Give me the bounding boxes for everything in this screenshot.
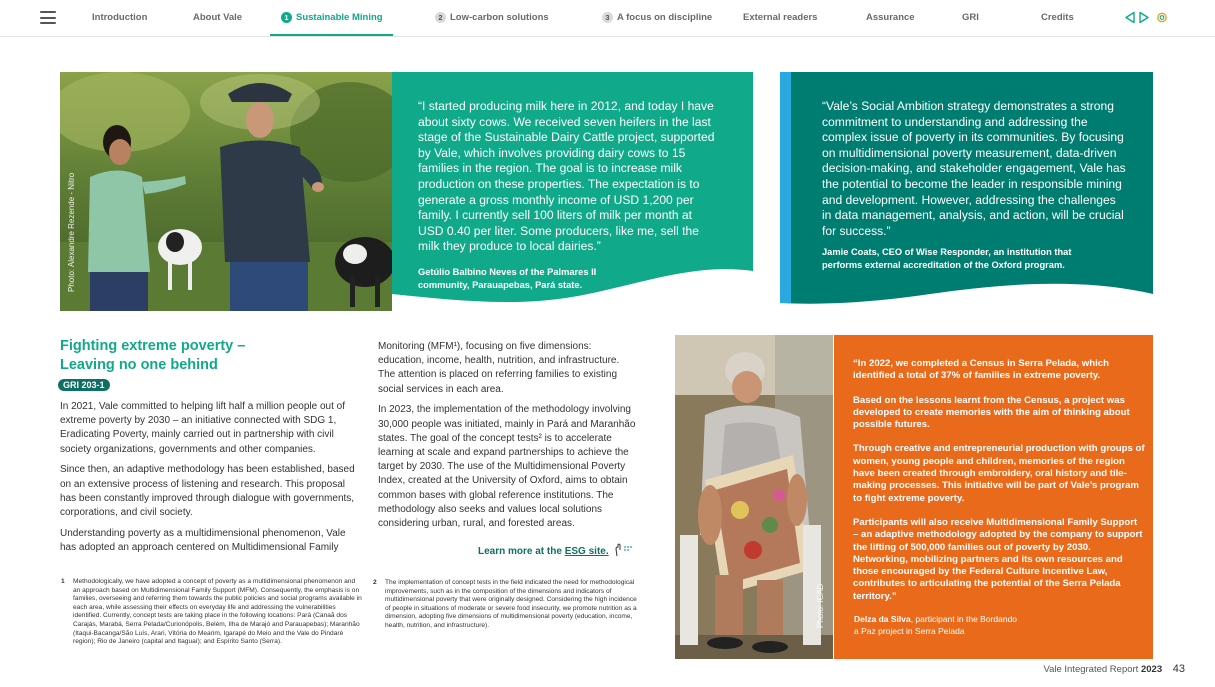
photo2-credit: Photo: ICAD bbox=[816, 583, 825, 628]
photo1-credit: Photo: Alexandre Rezende - Nitro bbox=[67, 172, 76, 292]
active-tab-indicator bbox=[270, 34, 393, 36]
nav-tab-label: Credits bbox=[1041, 12, 1074, 23]
nav-tab-external-readers[interactable] bbox=[743, 12, 817, 23]
footnote-2 bbox=[373, 579, 640, 631]
nav-tab-label: GRI bbox=[962, 12, 979, 23]
text-column-1 bbox=[60, 400, 360, 562]
learn-more-prefix: Learn more at the bbox=[478, 546, 565, 557]
nav-tab-number: 2 bbox=[435, 12, 446, 23]
previous-page-icon[interactable] bbox=[1124, 11, 1136, 24]
footnote-number: 1 bbox=[61, 578, 65, 585]
section-title bbox=[60, 337, 300, 374]
nav-tab-about-vale[interactable] bbox=[193, 12, 242, 23]
footnote-text: Methodologically, we have adopted a concept of poverty as a multidimensional phenomenon and an approach based on Multidimensional Family Support (MFM). Consequently, the emphasis is on families, overseeing and referring them towards the public policies and social programs available in each area, while assessing their effects on everyday life and addressing the vulnerabilities identified. Currently, concept tests are taking place in the following locations: Pará (Canaã dos Carajás, Marabá, Serra Pelada/Curionópolis, Belém, Ilha de Marajó and Parauapebas); Maranhão (Itaqui-Bacanga/São Luís, Arari, Vitória do Mearim, Igarapé do Meio and the Vale do Pindaré region); Rio de Janeiro (capital and Itaguaí); and Espírito Santo (Serra). bbox=[73, 578, 362, 646]
esg-site-link[interactable]: ESG site. bbox=[564, 546, 609, 557]
paragraph: Since then, an adaptive methodology has been established, based on an extensive process of listening and research. This proposal has been constantly improved through dialogue with governments, corporations, and civil society. bbox=[60, 464, 355, 518]
quote-paragraph: Participants will also receive Multidimensional Family Support – an adaptive methodology adopted by the company to support the lifting of 500,000 families out of poverty by 2030. Networking, mobilizing partners and its own resources and those encouraged by the Federal Culture Incentive Law, contributes to articulating the potential of the Serra Pelada territory.” bbox=[853, 516, 1143, 602]
page-number: 43 bbox=[1172, 663, 1185, 675]
paragraph: In 2023, the implementation of the methodology involving 30,000 people was initiated, mainly in Pará and Maranhão states. The goal of the concept tests² is to accelerate learning at scale and expand partnerships to achieve the target by 2030. The use of the Multidimensional Poverty Index, created at the University of Oxford, aims to obtain common bases with global reference institutions. The methodology also seeks and values local solutions considering urban, rural, and forested areas. bbox=[378, 404, 636, 529]
nav-tab-assurance[interactable] bbox=[866, 12, 915, 23]
nav-tab-number: 3 bbox=[602, 12, 613, 23]
text-column-2 bbox=[378, 340, 638, 538]
census-quote-author bbox=[854, 614, 1074, 637]
farmers-photo bbox=[60, 72, 392, 311]
section-title-line2: Leaving no one behind bbox=[60, 356, 218, 373]
author-rest: , participant in the Bordando bbox=[910, 614, 1018, 624]
nav-tab-sustainable-mining[interactable] bbox=[281, 12, 383, 23]
top-navigation bbox=[0, 0, 1215, 37]
nav-tab-label: Introduction bbox=[92, 12, 148, 23]
report-year: 2023 bbox=[1140, 664, 1163, 675]
quote-paragraph: “In 2022, we completed a Census in Serra Pelada, which identified a total of 37% of families in extreme poverty. bbox=[853, 358, 1109, 382]
home-circle-icon[interactable] bbox=[1156, 11, 1168, 24]
quote-paragraph: Through creative and entrepreneurial production with groups of women, young people and children, memories of the region have been created through embroidery, oral history and tile-making processes. This initiative will be part of Vale’s program to fight extreme poverty. bbox=[853, 443, 1145, 504]
hamburger-menu-icon[interactable] bbox=[40, 11, 56, 24]
nav-tab-label: About Vale bbox=[193, 12, 243, 23]
nav-tab-introduction[interactable] bbox=[92, 12, 147, 23]
nav-tab-a-focus-on-discipline[interactable] bbox=[602, 12, 712, 23]
gri-badge: GRI 203-1 bbox=[58, 379, 110, 391]
nav-tab-label: Sustainable Mining bbox=[296, 12, 383, 23]
page-footer bbox=[1043, 663, 1185, 675]
paragraph: Understanding poverty as a multidimensional phenomenon, Vale has adopted an approach centered on Multidimensional Family bbox=[60, 527, 346, 553]
author-line2: a Paz project in Serra Pelada bbox=[854, 625, 965, 636]
nav-tab-gri[interactable] bbox=[962, 12, 979, 23]
report-name: Vale Integrated Report bbox=[1043, 664, 1139, 675]
pointer-hand-icon bbox=[611, 543, 633, 557]
embroidery-photo bbox=[675, 335, 833, 659]
nav-tab-label: External readers bbox=[743, 12, 818, 23]
footnote-text: The implementation of concept tests in the field indicated the need for methodological improvements, such as in the composition of the dimensions and indicators of multidimensional poverty that were originally designed. Considering the high incidence of people in situations of moderate or severe food insecurity, we promote nutrition as a dimension, adopting five dimensions of multidimensional poverty (education, income, health, nutrition, and infrastructure). bbox=[385, 579, 637, 629]
nav-tab-number: 1 bbox=[281, 12, 292, 23]
nav-tab-label: Assurance bbox=[866, 12, 915, 23]
quote-paragraph: Based on the lessons learnt from the Census, a project was developed to create memories with the aim of thinking about possible futures. bbox=[853, 394, 1130, 431]
next-page-icon[interactable] bbox=[1138, 11, 1150, 24]
external-reader-quote-author: Jamie Coats, CEO of Wise Responder, an institution that performs external accreditation of the Oxford program. bbox=[822, 247, 1072, 270]
census-quote bbox=[853, 358, 1145, 615]
learn-more-link[interactable] bbox=[478, 543, 633, 557]
author-name: Delza da Silva bbox=[854, 614, 911, 624]
footnote-number: 2 bbox=[373, 579, 377, 586]
footnote-1 bbox=[61, 578, 363, 647]
paragraph: In 2021, Vale committed to helping lift half a million people out of extreme poverty by 2030 – an initiative connected with SDG 1, Eradicating Poverty, mainly carried out in partnership with civil society organizations, governments and other companies. bbox=[60, 401, 345, 455]
nav-tab-credits[interactable] bbox=[1041, 12, 1074, 23]
nav-tab-label: Low-carbon solutions bbox=[450, 12, 549, 23]
producer-quote: “I started producing milk here in 2012, and today I have about sixty cows. We received seven heifers in the last stage of the Sustainable Dairy Cattle project, supported by Vale, which involves providing dairy cows to 15 families in the region. The goal is to increase milk production on these properties. The expectation is to generate a gross monthly income of USD 1,200 per family. I currently sell 100 liters of milk per month at USD 0.40 per liter. Some producers, like me, sell the milk they produce to local dairies.” bbox=[418, 99, 715, 254]
nav-tab-low-carbon-solutions[interactable] bbox=[435, 12, 549, 23]
external-reader-quote: “Vale’s Social Ambition strategy demonstrates a strong commitment to understanding and addressing the complex issue of poverty in its communities. By focusing on multidimensional poverty measurement, data-driven decision-making, and stakeholder engagement, Vale has the potential to become the leader in responsible mining and development. However, addressing the challenges in data management, analysis, and action, will be crucial for success.” bbox=[822, 99, 1126, 238]
nav-tab-label: A focus on discipline bbox=[617, 12, 713, 23]
producer-quote-author: Getúlio Balbino Neves of the Palmares II community, Parauapebas, Pará state. bbox=[418, 267, 597, 290]
section-title-line1: Fighting extreme poverty – bbox=[60, 338, 246, 354]
paragraph: Monitoring (MFM¹), focusing on five dimensions: education, income, health, nutrition, and infrastructure. The attention is placed on referring families to existing social services in each area. bbox=[378, 341, 620, 395]
